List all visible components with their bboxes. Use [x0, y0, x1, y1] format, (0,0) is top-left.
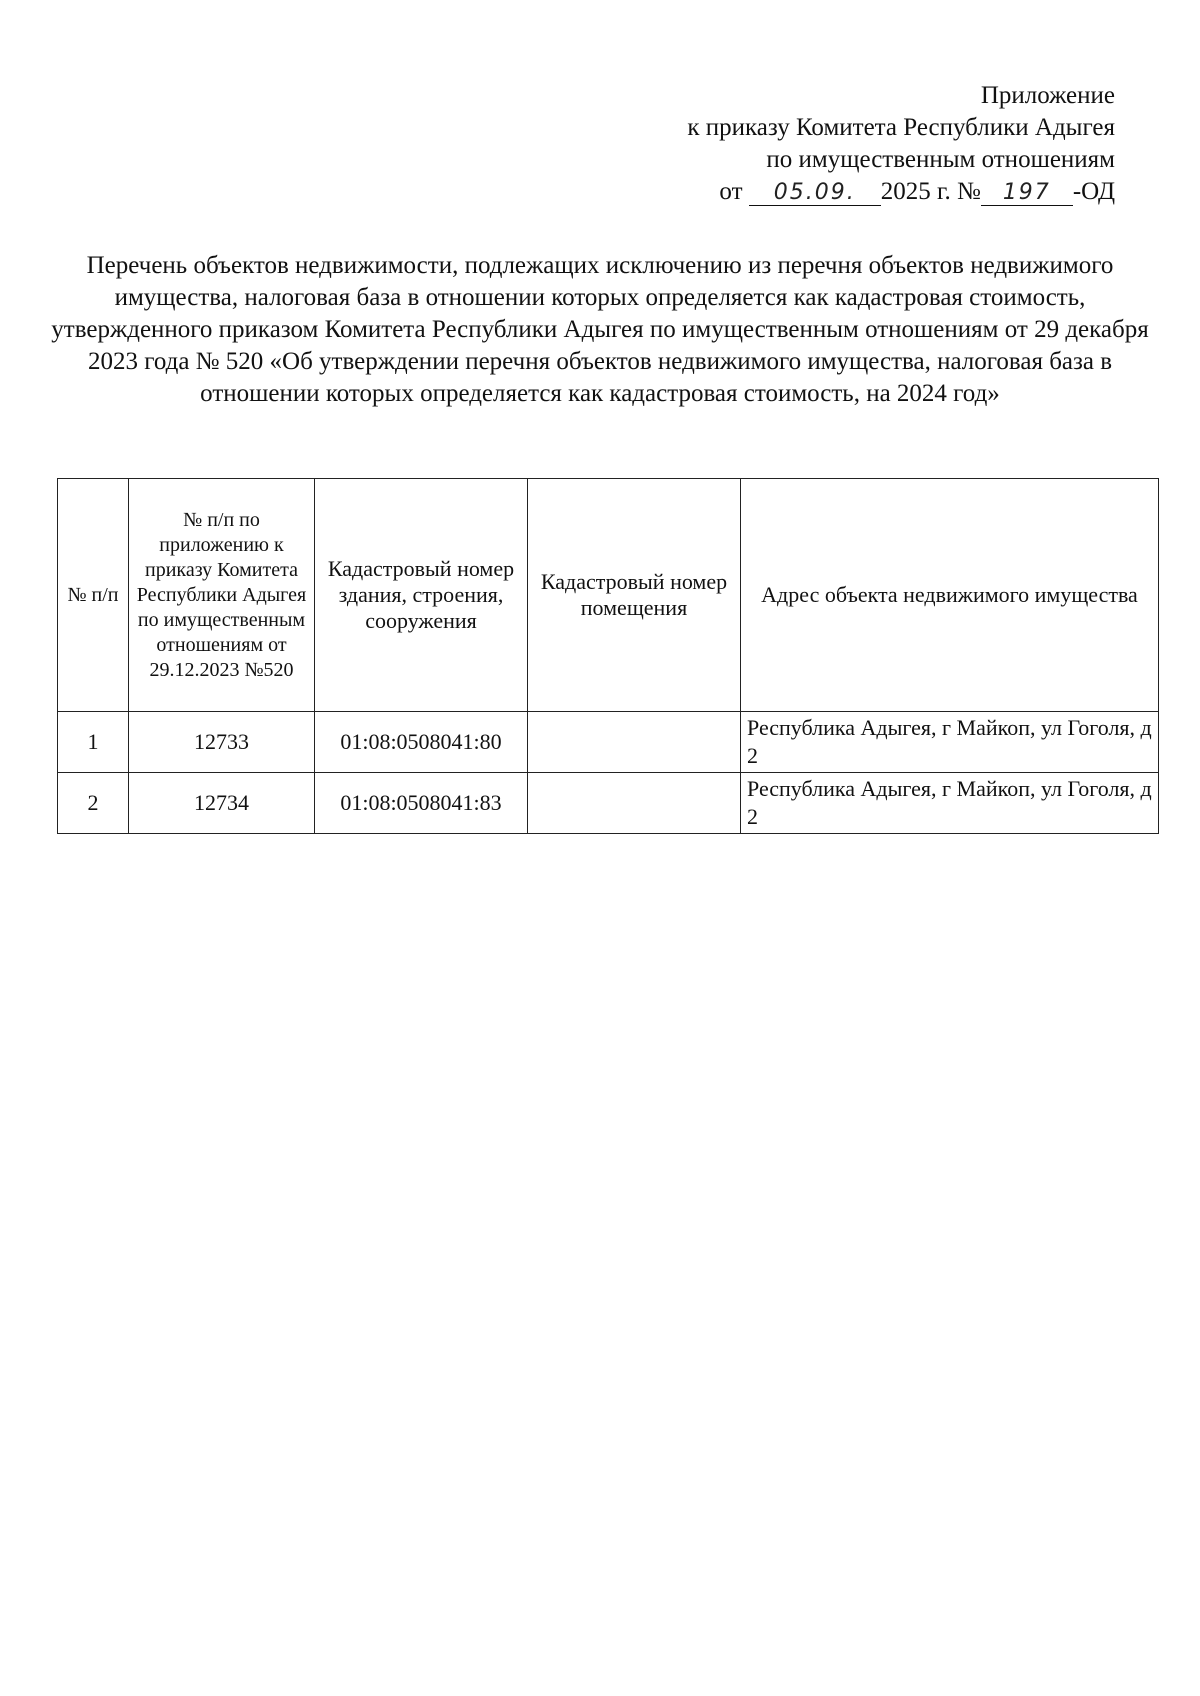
row-room-cadastral	[528, 712, 741, 773]
header-room-cadastral: Кадастровый номер помещения	[528, 479, 741, 712]
row-building-cadastral: 01:08:0508041:80	[315, 712, 528, 773]
table-row	[58, 773, 1159, 834]
header-address: Адрес объекта недвижимого имущества	[741, 479, 1159, 712]
appendix-label: Приложение	[980, 82, 1115, 109]
row-address: Республика Адыгея, г Майкоп, ул Гоголя, д 2	[741, 773, 1159, 834]
table-row	[58, 712, 1159, 773]
handwritten-date: 05.09.	[749, 181, 881, 206]
objects-table	[57, 478, 1159, 834]
header-building-cadastral: Кадастровый номер здания, строения, сооружения	[315, 479, 528, 712]
row-room-cadastral	[528, 773, 741, 834]
row-ref-num: 12733	[129, 712, 315, 773]
row-num: 2	[58, 773, 129, 834]
table-header-row	[58, 479, 1159, 712]
from-prefix: от	[719, 178, 743, 205]
header-num: № п/п	[58, 479, 129, 712]
row-building-cadastral: 01:08:0508041:83	[315, 773, 528, 834]
year-number-label: 2025 г. №	[880, 178, 981, 205]
committee-name: по имущественным отношениям	[766, 146, 1115, 173]
order-suffix: -ОД	[1072, 178, 1115, 205]
row-ref-num: 12734	[129, 773, 315, 834]
row-num: 1	[58, 712, 129, 773]
order-date-number-line	[555, 176, 1115, 208]
row-address: Республика Адыгея, г Майкоп, ул Гоголя, д 2	[741, 712, 1159, 773]
header-ref-num: № п/п по приложению к приказу Комитета Республики Адыгея по имущественным отношениям от 29.12.2023 №520	[129, 479, 315, 712]
appendix-header	[555, 80, 1115, 208]
handwritten-order-number: 197	[981, 181, 1073, 206]
order-reference: к приказу Комитета Республики Адыгея	[687, 114, 1115, 141]
document-title: Перечень объектов недвижимости, подлежащих исключению из перечня объектов недвижимого имущества, налоговая база в отношении которых определяется как кадастровая стоимость, утвержденного приказом Комитета Республики Адыгея по имущественным отношениям от 29 декабря 2023 года № 520 «Об утверждении перечня объектов недвижимого имущества, налоговая база в отношении которых определяется как кадастровая стоимость, на 2024 год»	[51, 252, 1149, 407]
